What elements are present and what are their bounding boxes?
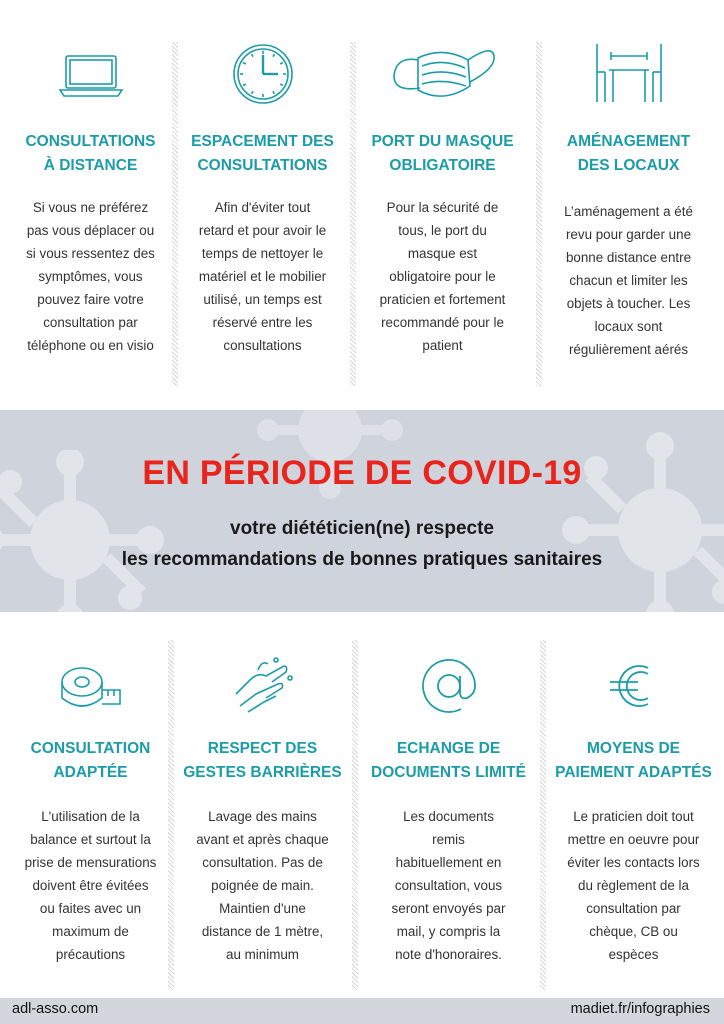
card-remote-consultation bbox=[0, 0, 181, 410]
footer-link-right[interactable]: madiet.fr/infographies bbox=[570, 1001, 710, 1017]
covid-banner bbox=[0, 410, 724, 612]
card-barrier-gestures bbox=[172, 612, 353, 998]
hand-washing-icon bbox=[172, 654, 353, 718]
laptop-icon bbox=[0, 42, 181, 106]
card-body: L'utilisation de la balance et surtout la prise de mensurations doivent être évitées ou faites avec un maximum de précautions bbox=[24, 809, 157, 962]
clock-icon bbox=[172, 42, 353, 106]
card-body: Les documents remis habituellement en consultation, vous seront envoyés par mail, y compris la note d'honoraires. bbox=[391, 809, 506, 962]
card-body: Le praticien doit tout mettre en oeuvre pour éviter les contacts lors du règlement de la consultation par chèque, CB ou espèces bbox=[567, 809, 700, 962]
card-spacing-consultations bbox=[172, 0, 353, 410]
card-mask-mandatory bbox=[352, 0, 533, 410]
banner-subtitle-line2: les recommandations de bonnes pratiques sanitaires bbox=[121, 549, 603, 570]
card-title: AMÉNAGEMENT DES LOCAUX bbox=[566, 133, 691, 174]
card-body: Afin d'éviter tout retard et pour avoir le temps de nettoyer le matériel et le mobilier utilisé, un temps est réservé entre les consultations bbox=[198, 200, 327, 353]
card-body: Lavage des mains avant et après chaque consultation. Pas de poignée de main. Maintien d'une distance de 1 mètre, au minimum bbox=[196, 809, 329, 962]
footer bbox=[0, 998, 724, 1024]
table-distance-icon bbox=[538, 42, 719, 106]
card-title: PORT DU MASQUE OBLIGATOIRE bbox=[371, 133, 514, 174]
card-body: L’aménagement a été revu pour garder une bonne distance entre chacun et limiter les objets à toucher. Les locaux sont régulièrement aérés bbox=[564, 204, 693, 357]
card-title: MOYENS DE PAIEMENT ADAPTÉS bbox=[555, 740, 712, 781]
card-payment-methods bbox=[543, 612, 724, 998]
card-title: RESPECT DES GESTES BARRIÈRES bbox=[183, 740, 342, 781]
euro-icon bbox=[543, 654, 724, 718]
mask-icon bbox=[352, 42, 533, 106]
card-body: Si vous ne préférez pas vous déplacer ou si vous ressentez des symptômes, vous pouvez faire votre consultation par téléphone ou en visio bbox=[26, 200, 155, 353]
tape-measure-icon bbox=[0, 654, 181, 718]
card-adapted-consultation bbox=[0, 612, 181, 998]
card-body: Pour la sécurité de tous, le port du masque est obligatoire pour le praticien et fortement recommandé pour le patient bbox=[379, 200, 506, 353]
card-limited-documents bbox=[358, 612, 539, 998]
bottom-section bbox=[0, 612, 724, 998]
card-title: ECHANGE DE DOCUMENTS LIMITÉ bbox=[371, 740, 526, 781]
card-title: CONSULTATIONS À DISTANCE bbox=[25, 133, 156, 174]
banner-title: EN PÉRIODE DE COVID-19 bbox=[142, 454, 582, 492]
card-premises-layout bbox=[538, 0, 719, 410]
footer-link-left[interactable]: adl-asso.com bbox=[12, 1001, 99, 1017]
card-title: CONSULTATION ADAPTÉE bbox=[30, 740, 151, 781]
banner-subtitle-line1: votre diététicien(ne) respecte bbox=[230, 518, 494, 539]
card-title: ESPACEMENT DES CONSULTATIONS bbox=[191, 133, 334, 174]
at-sign-icon bbox=[358, 654, 539, 718]
top-section bbox=[0, 0, 724, 410]
